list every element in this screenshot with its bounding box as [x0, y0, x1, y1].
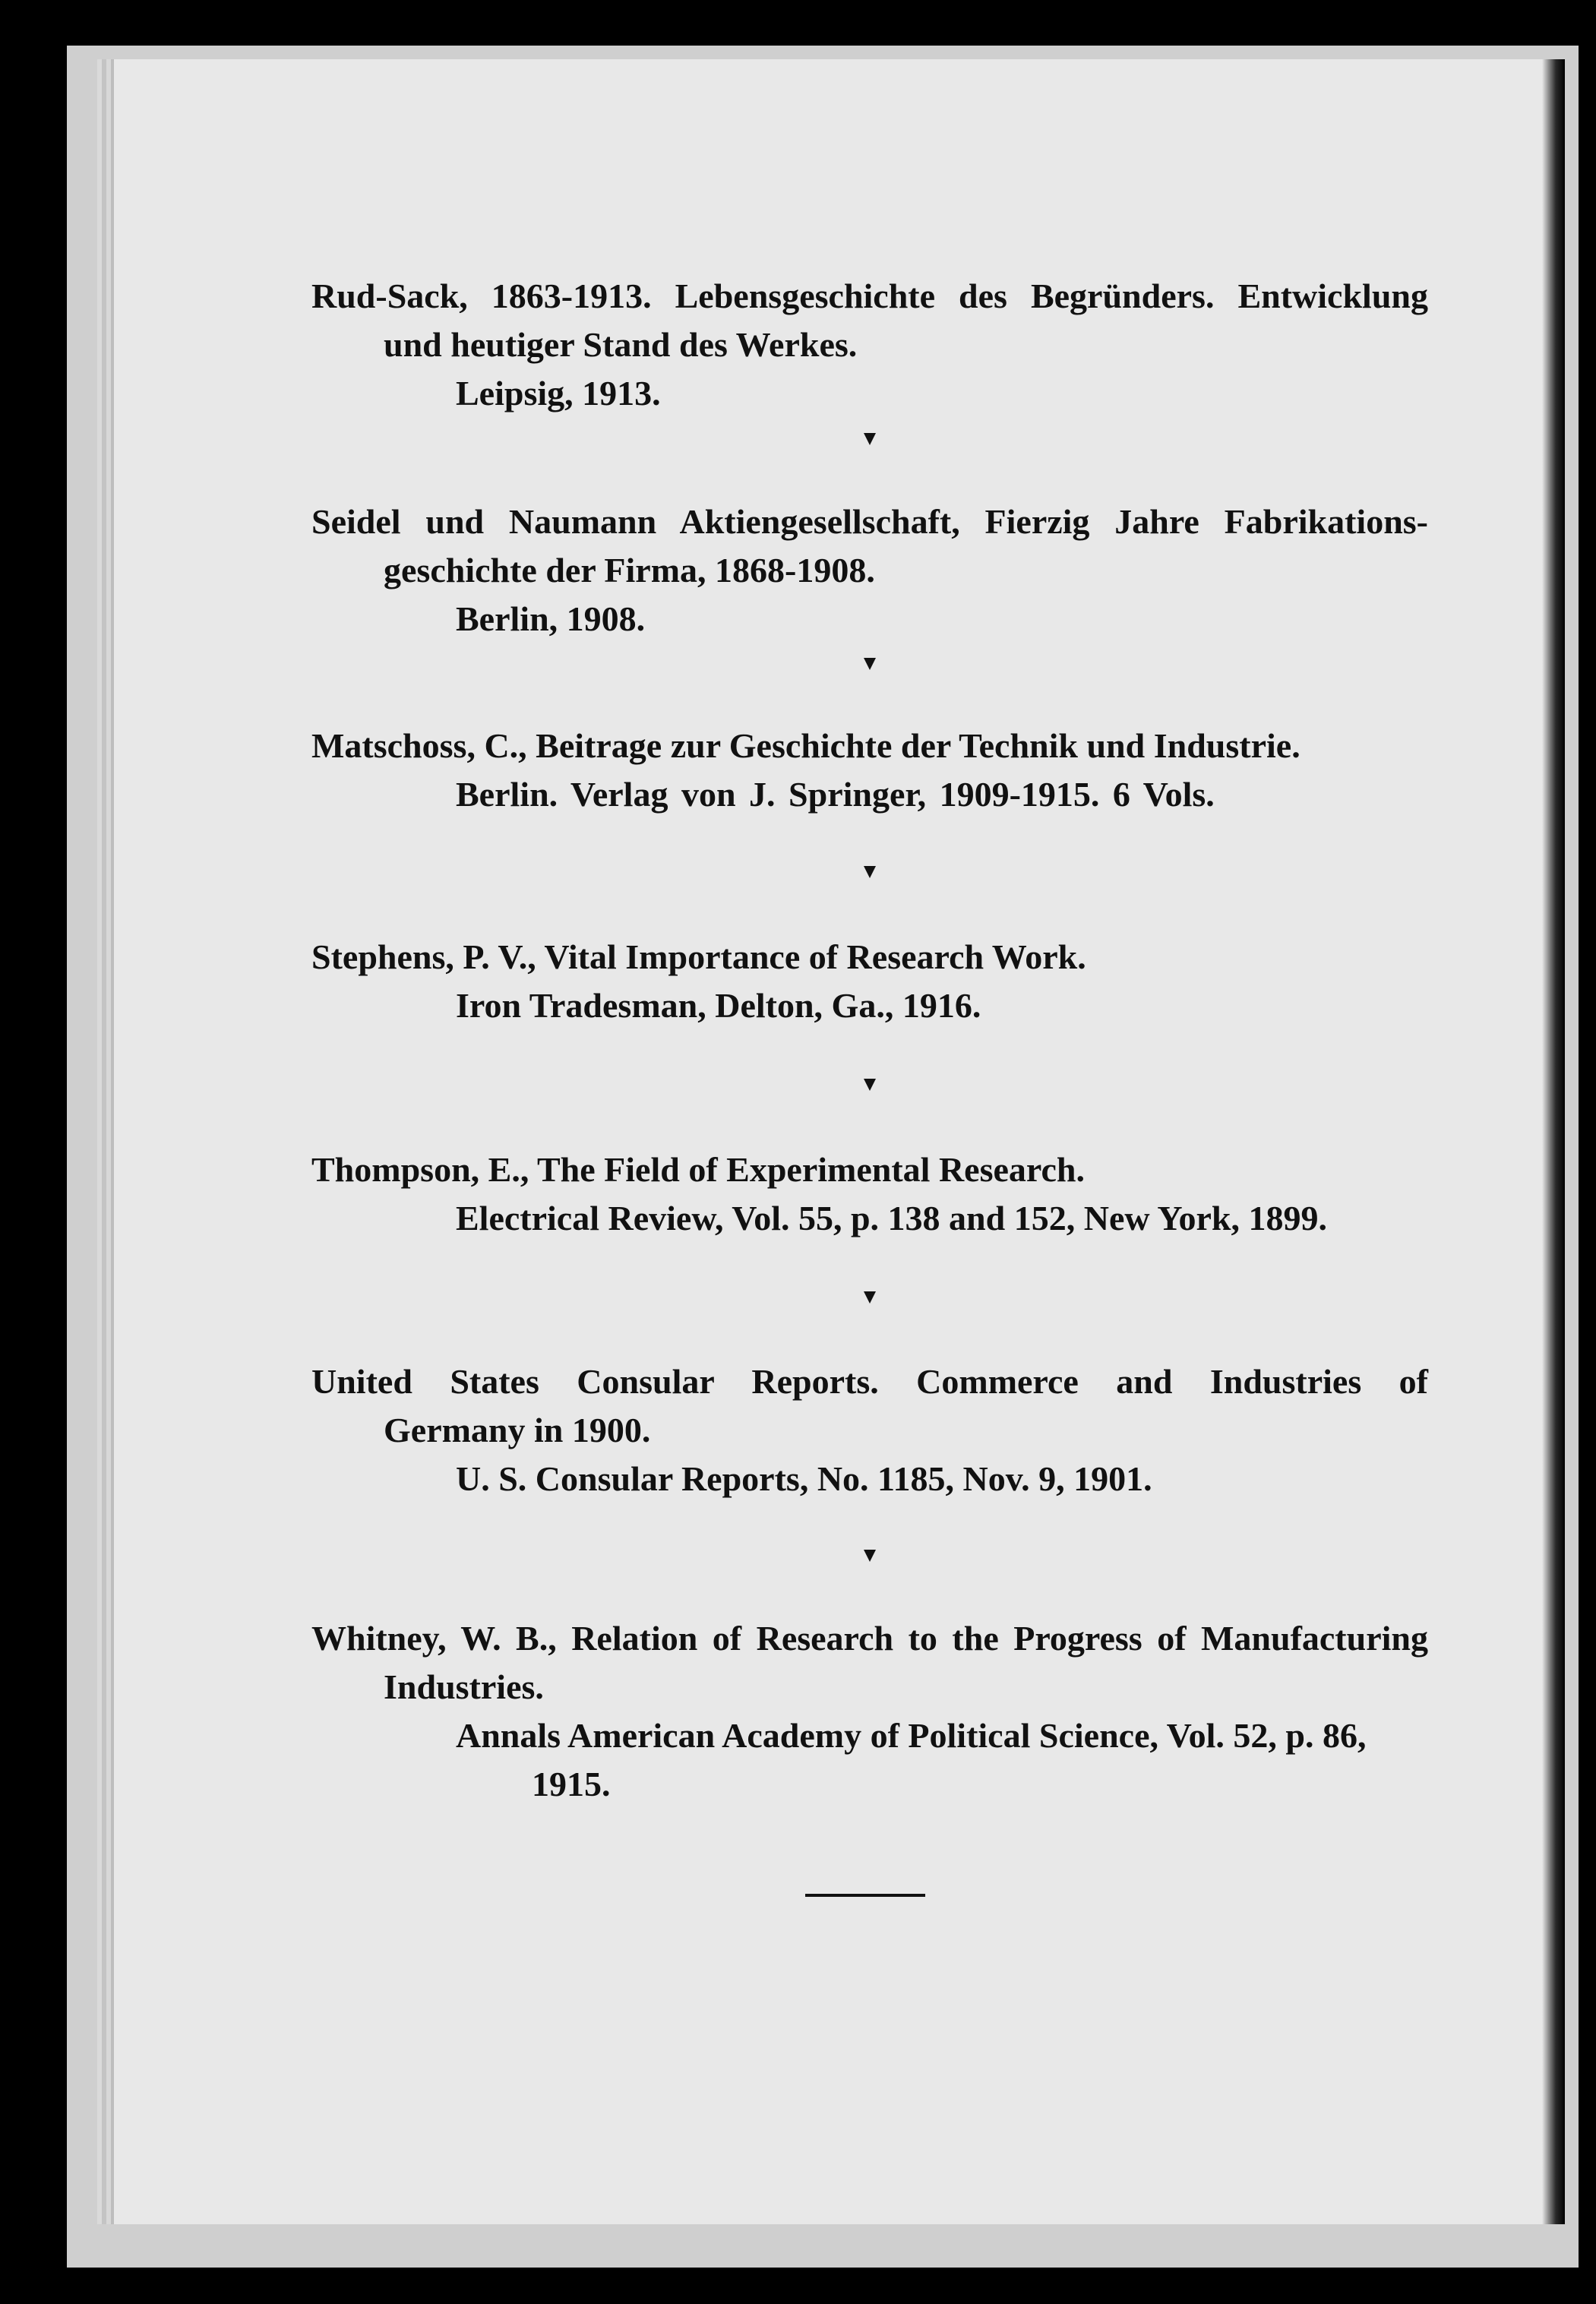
- bibliography-entry-stephens: [311, 933, 1428, 1030]
- entry-title: Thompson, E., The Field of Experimental Research.: [311, 1150, 1085, 1189]
- separator-mark: [864, 866, 876, 878]
- entry-publication: Leipsig, 1913.: [456, 374, 661, 412]
- separator-mark: [864, 658, 876, 670]
- end-rule: [805, 1894, 925, 1897]
- page-edge: [1542, 59, 1565, 2224]
- entry-publication: Iron Tradesman, Delton, Ga., 1916.: [456, 986, 981, 1025]
- bibliography-entry-matschoss: [311, 722, 1428, 819]
- entry-title: Seidel und Naumann Aktiengesellschaft, Fierzig Jahre Fabrikations-: [311, 502, 1428, 541]
- entry-publication: U. S. Consular Reports, No. 1185, Nov. 9, 1901.: [456, 1459, 1152, 1498]
- entry-title: Stephens, P. V., Vital Importance of Research Work.: [311, 937, 1086, 976]
- bibliography-entry-us-consular-reports: [311, 1357, 1428, 1503]
- bibliography-entry-thompson: [311, 1146, 1428, 1243]
- bibliography-entry-seidel-naumann: [311, 498, 1428, 643]
- bibliography-entry-whitney: [311, 1614, 1428, 1809]
- entry-publication: Electrical Review, Vol. 55, p. 138 and 152, New York, 1899.: [456, 1199, 1327, 1237]
- entry-title-continued: und heutiger Stand des Werkes.: [384, 325, 858, 364]
- separator-mark: [864, 1079, 876, 1091]
- entry-publication: Annals American Academy of Political Science, Vol. 52, p. 86,: [456, 1716, 1367, 1755]
- separator-mark: [864, 433, 876, 445]
- entry-title-continued: geschichte der Firma, 1868-1908.: [384, 551, 875, 589]
- entry-publication-continued: 1915.: [532, 1765, 611, 1803]
- separator-mark: [864, 1291, 876, 1304]
- entry-title: Whitney, W. B., Relation of Research to the Progress of Manufacturing: [311, 1619, 1428, 1658]
- entry-publication: Berlin. Verlag von J. Springer, 1909-1915. 6 Vols.: [456, 775, 1215, 814]
- entry-title: Matschoss, C., Beitrage zur Geschichte der Technik und Industrie.: [311, 726, 1301, 765]
- entry-title: Rud-Sack, 1863-1913. Lebensgeschichte des Begründers. Entwicklung: [311, 277, 1428, 315]
- entry-title-continued: Industries.: [384, 1667, 544, 1706]
- entry-title-continued: Germany in 1900.: [384, 1411, 651, 1449]
- entry-title: United States Consular Reports. Commerce and Industries of: [311, 1362, 1428, 1401]
- entry-publication: Berlin, 1908.: [456, 599, 646, 638]
- bibliography-entry-rud-sack: [311, 272, 1428, 418]
- separator-mark: [864, 1550, 876, 1562]
